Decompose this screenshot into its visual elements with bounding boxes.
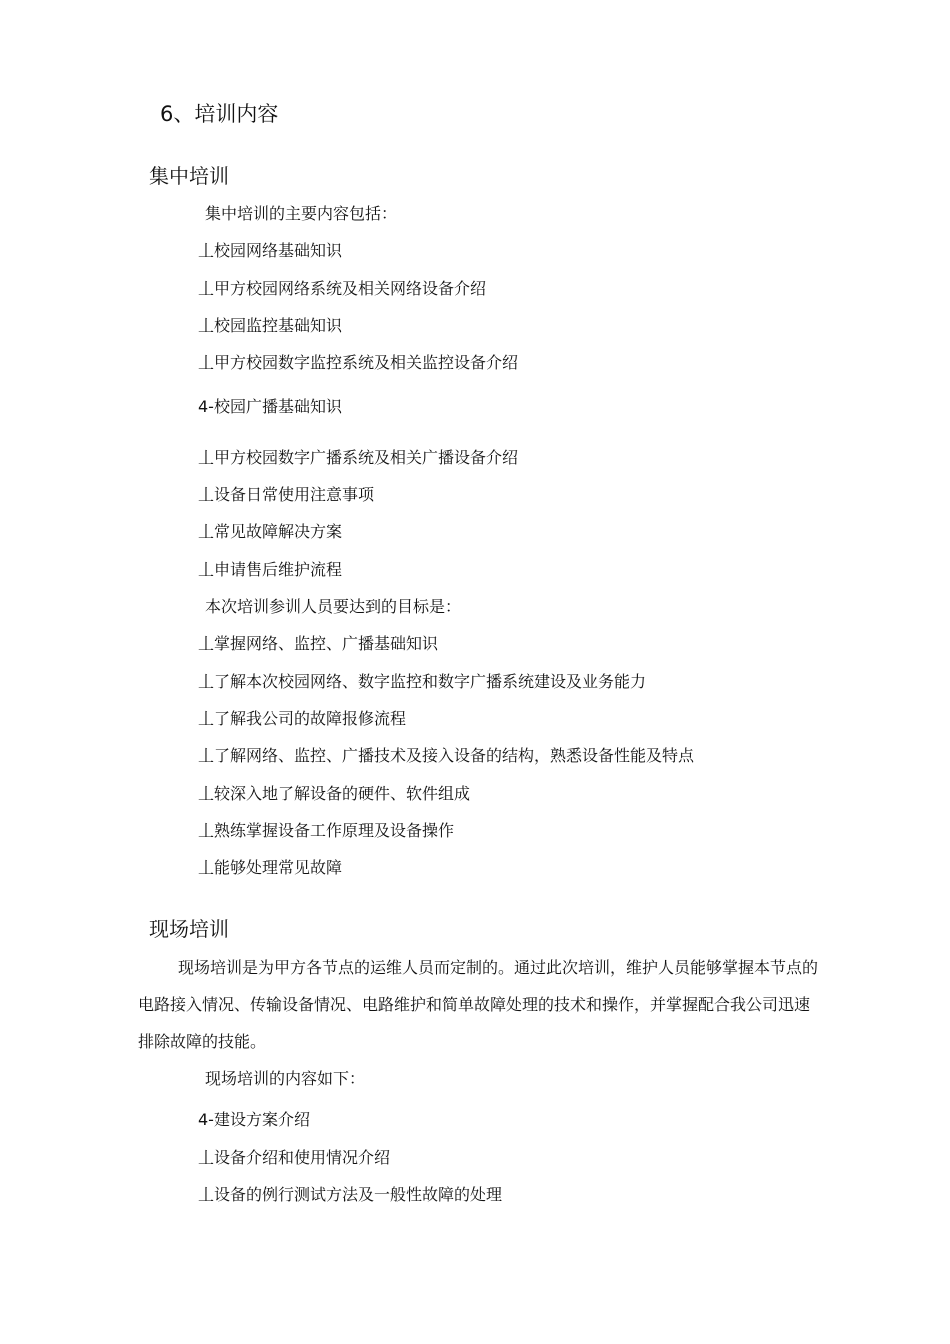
goal-item: 丄掌握网络、监控、广播基础知识 (198, 634, 439, 653)
goal-item: 丄能够处理常见故障 (198, 858, 343, 877)
section-title: 6、培训内容 (160, 102, 279, 126)
goal-item: 丄熟练掌握设备工作原理及设备操作 (198, 821, 455, 840)
list-item: 丄设备的例行测试方法及一般性故障的处理 (198, 1185, 503, 1204)
goal-item: 丄较深入地了解设备的硬件、软件组成 (198, 784, 471, 803)
onsite-training-heading: 现场培训 (149, 917, 229, 941)
list-item: 丄设备日常使用注意事项 (198, 485, 375, 504)
list-item: 4-建设方案介绍 (198, 1110, 310, 1129)
onsite-training-paragraph: 现场培训是为甲方各节点的运维人员而定制的。通过此次培训，维护人员能够掌握本节点的电路接入情况、传输设备情况、电路维护和简单故障处理的技术和操作，并掌握配合我公司迅速排除故障的技能。 (138, 958, 819, 1051)
onsite-contents-intro: 现场培训的内容如下： (205, 1069, 366, 1088)
list-item: 丄甲方校园网络系统及相关网络设备介绍 (198, 279, 487, 298)
list-item: 丄校园监控基础知识 (198, 316, 343, 335)
list-item: 丄校园网络基础知识 (198, 241, 343, 260)
list-item: 丄申请售后维护流程 (198, 560, 343, 579)
list-item: 4-校园广播基础知识 (198, 397, 342, 416)
goals-intro: 本次培训参训人员要达到的目标是： (205, 597, 462, 616)
list-item: 丄设备介绍和使用情况介绍 (198, 1148, 391, 1167)
list-item: 丄常见故障解决方案 (198, 522, 343, 541)
goal-item: 丄了解网络、监控、广播技术及接入设备的结构，熟悉设备性能及特点 (198, 746, 695, 765)
list-item: 丄甲方校园数字广播系统及相关广播设备介绍 (198, 448, 519, 467)
goal-item: 丄了解本次校园网络、数字监控和数字广播系统建设及业务能力 (198, 672, 647, 691)
central-training-intro: 集中培训的主要内容包括： (205, 204, 398, 223)
list-item: 丄甲方校园数字监控系统及相关监控设备介绍 (198, 353, 519, 372)
goal-item: 丄了解我公司的故障报修流程 (198, 709, 407, 728)
central-training-heading: 集中培训 (149, 164, 229, 188)
